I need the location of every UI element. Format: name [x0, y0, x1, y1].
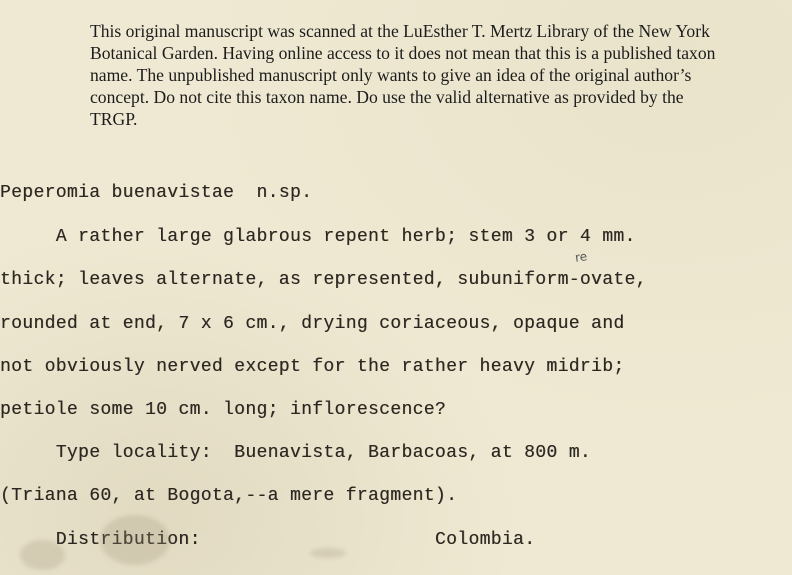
type-locality-line: Type locality: Buenavista, Barbacoas, at 800 m. [0, 443, 592, 463]
description-line-5: petiole some 10 cm. long; inflorescence? [0, 400, 447, 420]
description-line-4: not obviously nerved except for the rather heavy midrib; [0, 357, 625, 377]
description-line-2: thick; leaves alternate, as represented, subuniform-ovate, [0, 270, 647, 290]
type-specimen-line: (Triana 60, at Bogota,--a mere fragment). [0, 486, 458, 506]
distribution-value: Colombia. [435, 530, 536, 550]
handwritten-annotation: re [574, 249, 588, 265]
library-notice: This original manuscript was scanned at the LuEsther T. Mertz Library of the New York Botanical Garden. Having online access to it does not mean that this is a published taxon name. The unpublished manuscript only wants to give an idea of the original author’s concept. Do not cite this taxon name. Do use the valid alternative as provided by the TRGP. [90, 21, 716, 129]
description-line-3: rounded at end, 7 x 6 cm., drying coriaceous, opaque and [0, 314, 625, 334]
distribution-label: Distribution: [0, 530, 201, 550]
species-title: Peperomia buenavistae n.sp. [0, 183, 313, 203]
description-line-1: A rather large glabrous repent herb; stem 3 or 4 mm. [0, 227, 636, 247]
paper-stain [20, 540, 65, 570]
paper-stain [100, 515, 170, 565]
paper-stain [310, 548, 346, 558]
